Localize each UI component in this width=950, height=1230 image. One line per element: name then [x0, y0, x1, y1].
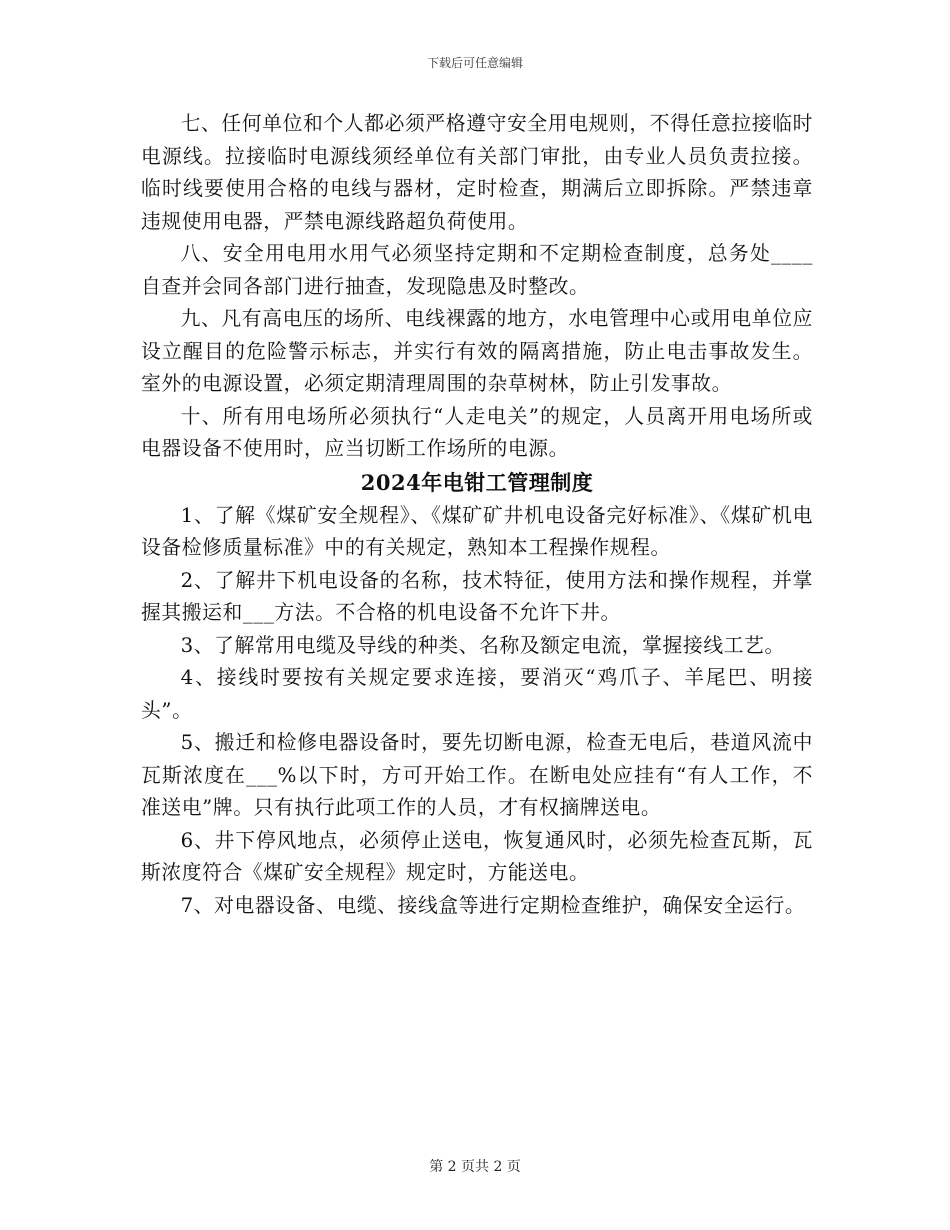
paragraph-item-5: 5、搬迁和检修电器设备时，要先切断电源，检查无电后，巷道风流中瓦斯浓度在___%以下时，方可开始工作。在断电处应挂有“有人工作，不准送电”牌。只有执行此项工作的人员，才有权摘牌送电。: [141, 731, 813, 819]
paragraph-rule-8: 八、安全用电用水用气必须坚持定期和不定期检查制度，总务处____自查并会同各部门进行抽查，发现隐患及时整改。: [141, 242, 813, 298]
section-title: 2024年电钳工管理制度: [360, 469, 594, 495]
paragraph-item-1: 1、了解《煤矿安全规程》、《煤矿矿井机电设备完好标准》、《煤矿机电设备检修质量标准》中的有关规定，熟知本工程操作规程。: [141, 503, 813, 559]
paragraph-rule-7: 七、任何单位和个人都必须严格遵守安全用电规则，不得任意拉接临时电源线。拉接临时电源线须经单位有关部门审批，由专业人员负责拉接。临时线要使用合格的电线与器材，定时检查，期满后立即拆除。严禁违章违规使用电器，严禁电源线路超负荷使用。: [141, 112, 813, 233]
paragraph-rule-10: 十、所有用电场所必须执行“人走电关”的规定，人员离开用电场所或电器设备不使用时，应当切断工作场所的电源。: [141, 404, 813, 460]
paragraph-item-6: 6、井下停风地点，必须停止送电，恢复通风时，必须先检查瓦斯，瓦斯浓度符合《煤矿安全规程》规定时，方能送电。: [141, 828, 813, 884]
paragraph-rule-9: 九、凡有高电压的场所、电线裸露的地方，水电管理中心或用电单位应设立醒目的危险警示标志，并实行有效的隔离措施，防止电击事故发生。室外的电源设置，必须定期清理周围的杂草树林，防止引发事故。: [141, 307, 813, 395]
header-note: 下载后可任意编辑: [426, 56, 523, 70]
page-number: 第 2 页共 2 页: [429, 1159, 521, 1175]
paragraph-item-4: 4、接线时要按有关规定要求连接，要消灭“鸡爪子、羊尾巴、明接头”。: [141, 666, 813, 722]
paragraph-item-3: 3、了解常用电缆及导线的种类、名称及额定电流，掌握接线工艺。: [180, 633, 785, 657]
paragraph-item-7: 7、对电器设备、电缆、接线盒等进行定期检查维护，确保安全运行。: [180, 893, 806, 917]
paragraph-item-2: 2、了解井下机电设备的名称，技术特征，使用方法和操作规程，并掌握其搬运和___方法。不合格的机电设备不允许下井。: [141, 568, 813, 624]
document-body: [141, 108, 813, 922]
